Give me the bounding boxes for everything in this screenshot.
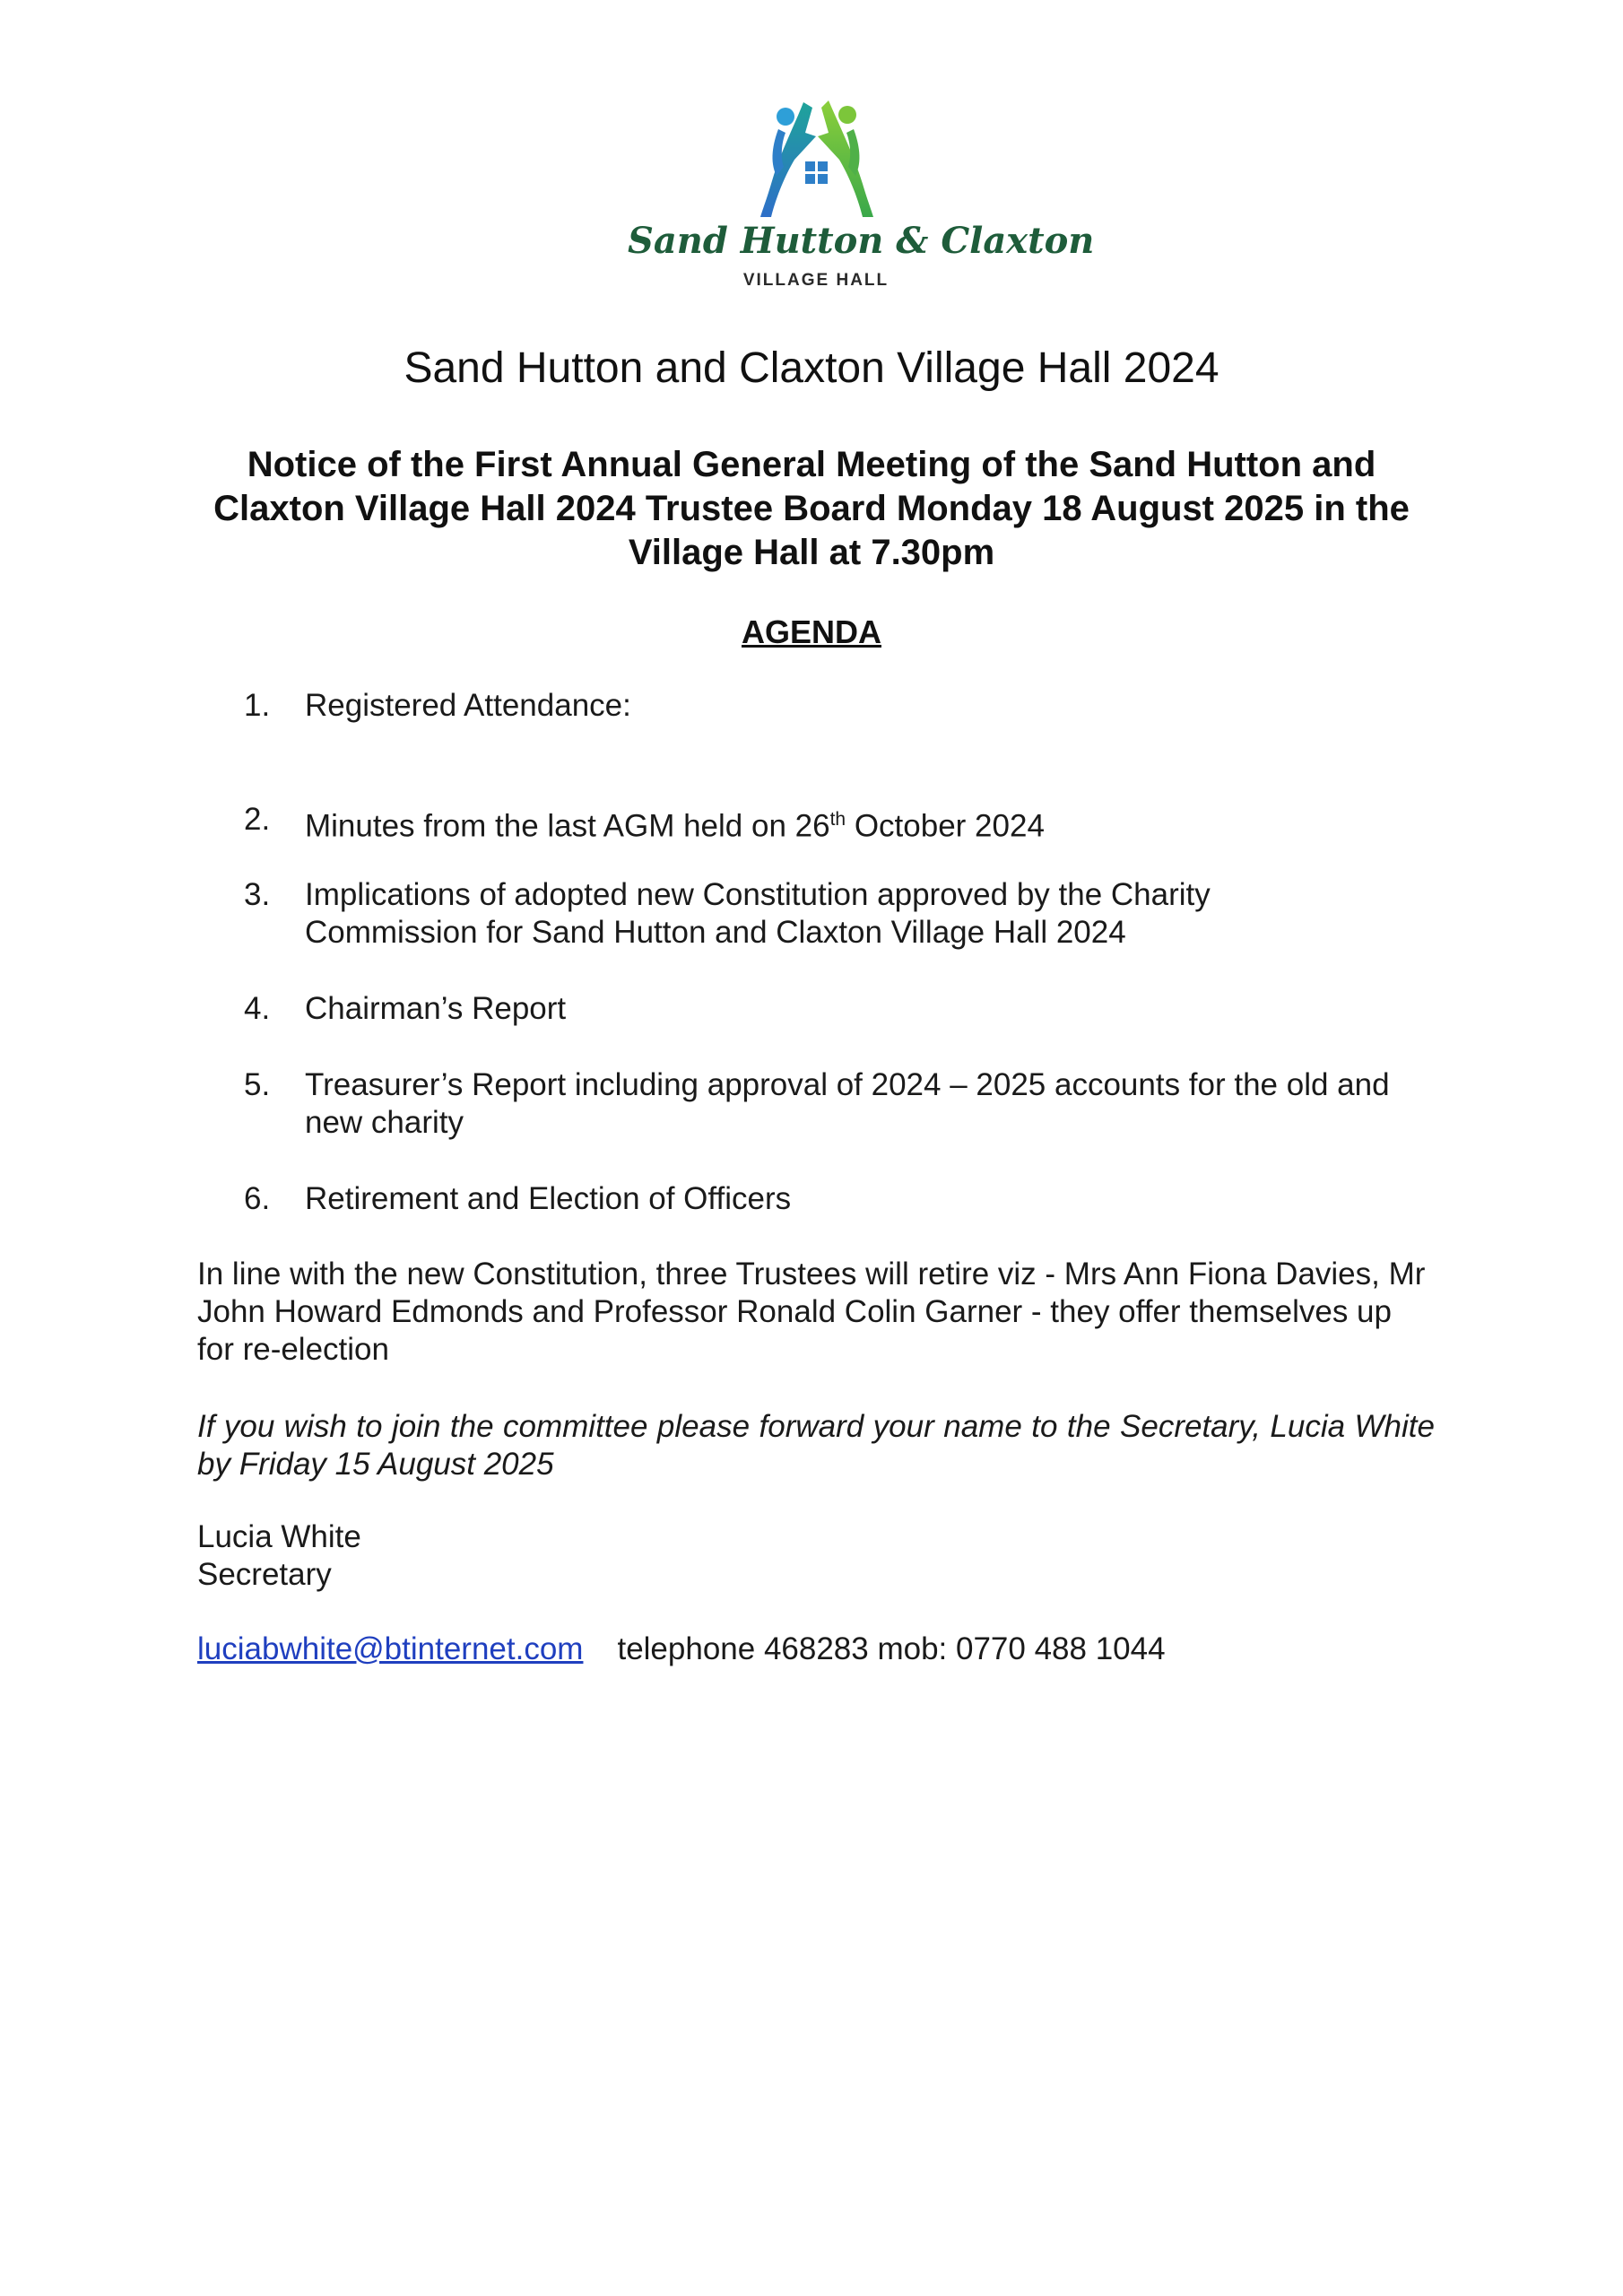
signature-name: Lucia White <box>197 1519 361 1554</box>
people-house-logo-icon <box>628 90 1004 224</box>
agenda-item-text: Implications of adopted new Constitution approved by the Charity Commission for Sand Hutton and Claxton Village Hall 2024 <box>305 877 1211 950</box>
agenda-item-number: 2. <box>244 802 271 837</box>
village-hall-logo <box>628 90 1095 305</box>
committee-paragraph: If you wish to join the committee please forward your name to the Secretary, Lucia White by Friday 15 August 2025 <box>197 1409 1435 1482</box>
page-title: Sand Hutton and Claxton Village Hall 2024 <box>404 344 1219 392</box>
agenda-item-text <box>305 801 1453 846</box>
logo-script-text: Sand Hutton & Claxton <box>628 220 1095 262</box>
trustees-paragraph: In line with the new Constitution, three Trustees will retire viz - Mrs Ann Fiona Davies, Mr John Howard Edmonds and Professor Ronald Colin Garner - they offer themselves up for re-election <box>197 1257 1426 1367</box>
logo-subtitle: VILLAGE HALL <box>742 271 890 290</box>
agenda-item-text: Chairman’s Report <box>305 991 567 1026</box>
agenda-item-number: 3. <box>244 877 271 912</box>
agenda-item-number: 5. <box>244 1067 271 1102</box>
contact-line <box>197 1631 1435 1668</box>
meeting-notice-heading: Notice of the First Annual General Meeting of the Sand Hutton and Claxton Village Hall 2024 Trustee Board Monday 18 August 2025 in the Village Hall at 7.30pm <box>213 445 1410 572</box>
agenda-item-text: Retirement and Election of Officers <box>305 1181 792 1216</box>
agenda-item-number: 4. <box>244 991 271 1026</box>
agenda-item-text-part: Minutes from the last AGM held on 26 <box>305 808 830 844</box>
signature-role: Secretary <box>197 1557 332 1592</box>
agenda-item-text: Registered Attendance: <box>305 688 631 723</box>
agenda-item-text-part: October 2024 <box>846 808 1045 844</box>
phone-text: telephone 468283 mob: 0770 488 1044 <box>617 1631 1166 1666</box>
agenda-item-number: 1. <box>244 688 271 723</box>
email-link[interactable]: luciabwhite@btinternet.com <box>197 1631 584 1666</box>
agenda-item-text: Treasurer’s Report including approval of 2024 – 2025 accounts for the old and new charity <box>305 1067 1390 1140</box>
agenda-item-number: 6. <box>244 1181 271 1216</box>
ordinal-superscript: th <box>829 809 846 830</box>
agenda-heading: AGENDA <box>741 613 881 650</box>
